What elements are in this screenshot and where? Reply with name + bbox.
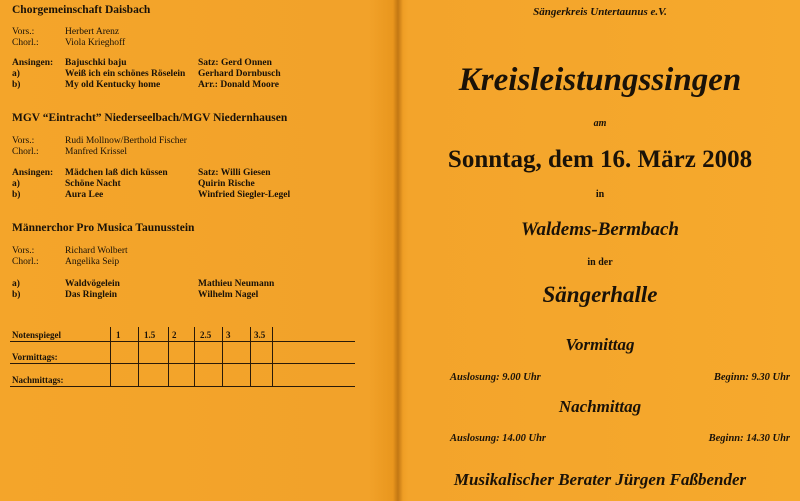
word-in-der: in der: [587, 257, 613, 268]
song-credit: Gerhard Dornbusch: [198, 69, 281, 79]
chorl-value: Viola Krieghoff: [65, 38, 126, 48]
left-page: [0, 0, 393, 501]
organizer: Sängerkreis Untertaunus e.V.: [533, 6, 667, 18]
song-title: Aura Lee: [65, 190, 104, 200]
right-page: [400, 0, 800, 501]
choir-name: Männerchor Pro Musica Taunusstein: [12, 222, 195, 234]
song-credit: Wilhelm Nagel: [198, 290, 259, 300]
ansingen-label: Ansingen:: [12, 58, 54, 68]
chorl-value: Manfred Krissel: [65, 147, 127, 157]
song-marker: a): [12, 69, 20, 79]
session-draw-time: Auslosung: 14.00 Uhr: [450, 433, 546, 444]
session-draw-time: Auslosung: 9.00 Uhr: [450, 372, 541, 383]
score-row-label: Nachmittags:: [12, 375, 64, 385]
score-column-header: 1: [116, 330, 121, 340]
session-start-time: Beginn: 9.30 Uhr: [713, 372, 790, 383]
score-column-rule: [222, 327, 223, 387]
song-title: Mädchen laß dich küssen: [65, 168, 168, 178]
vors-value: Richard Wolbert: [65, 246, 128, 256]
chorl-label: Chorl.:: [12, 257, 39, 267]
word-in: in: [595, 189, 605, 200]
song-title: Weiß ich ein schönes Röselein: [65, 69, 186, 79]
score-column-rule: [168, 327, 169, 387]
song-marker: b): [12, 80, 21, 90]
song-marker: a): [12, 279, 20, 289]
song-credit: Satz: Gerd Onnen: [198, 58, 272, 68]
event-place: Waldems-Bermbach: [521, 219, 679, 240]
event-venue: Sängerhalle: [542, 282, 658, 307]
chorl-value: Angelika Seip: [65, 257, 120, 267]
song-marker: b): [12, 190, 21, 200]
score-column-rule: [272, 327, 273, 387]
vors-label: Vors.:: [12, 246, 35, 256]
score-column-rule: [250, 327, 251, 387]
session-name: Vormittag: [565, 335, 635, 354]
score-rule: [10, 363, 355, 364]
chorl-label: Chorl.:: [12, 38, 39, 48]
song-title: Schöne Nacht: [65, 179, 121, 189]
song-credit: Winfried Siegler-Legel: [198, 190, 291, 200]
musical-advisor: Musikalischer Berater Jürgen Faßbender: [453, 470, 747, 489]
score-table: [10, 327, 355, 387]
song-marker: b): [12, 290, 21, 300]
song-title: Bajuschki baju: [65, 58, 127, 68]
choir-name: MGV “Eintracht” Niederseelbach/MGV Niedernhausen: [12, 112, 288, 124]
vors-label: Vors.:: [12, 136, 35, 146]
event-date: Sonntag, dem 16. März 2008: [447, 146, 753, 173]
score-row-label: Vormittags:: [12, 352, 58, 362]
score-column-header: 3.5: [254, 330, 266, 340]
song-title: Das Ringlein: [65, 290, 117, 300]
event-title: Kreisleistungssingen: [458, 62, 742, 98]
vors-value: Rudi Mollnow/Berthold Fischer: [65, 136, 187, 146]
song-marker: a): [12, 179, 20, 189]
chorl-label: Chorl.:: [12, 147, 39, 157]
word-am: am: [593, 118, 607, 129]
session-start-time: Beginn: 14.30 Uhr: [708, 433, 790, 444]
ansingen-label: Ansingen:: [12, 168, 54, 178]
choir-name: Chorgemeinschaft Daisbach: [12, 4, 151, 16]
score-rule: [10, 341, 355, 342]
song-credit: Satz: Willi Giesen: [198, 168, 271, 178]
score-column-header: 2.5: [200, 330, 212, 340]
song-title: My old Kentucky home: [65, 80, 161, 90]
score-column-rule: [194, 327, 195, 387]
score-header-label: Notenspiegel: [12, 330, 61, 340]
song-credit: Mathieu Neumann: [198, 279, 275, 289]
score-column-rule: [138, 327, 139, 387]
vors-label: Vors.:: [12, 27, 35, 37]
score-rule: [10, 386, 355, 387]
vors-value: Herbert Arenz: [65, 27, 120, 37]
song-credit: Quirin Rische: [198, 179, 255, 189]
session-name: Nachmittag: [558, 397, 642, 416]
song-title: Waldvögelein: [65, 279, 120, 289]
score-column-header: 2: [172, 330, 177, 340]
score-column-header: 1.5: [144, 330, 156, 340]
score-column-header: 3: [226, 330, 231, 340]
score-column-rule: [110, 327, 111, 387]
song-credit: Arr.: Donald Moore: [198, 80, 280, 90]
